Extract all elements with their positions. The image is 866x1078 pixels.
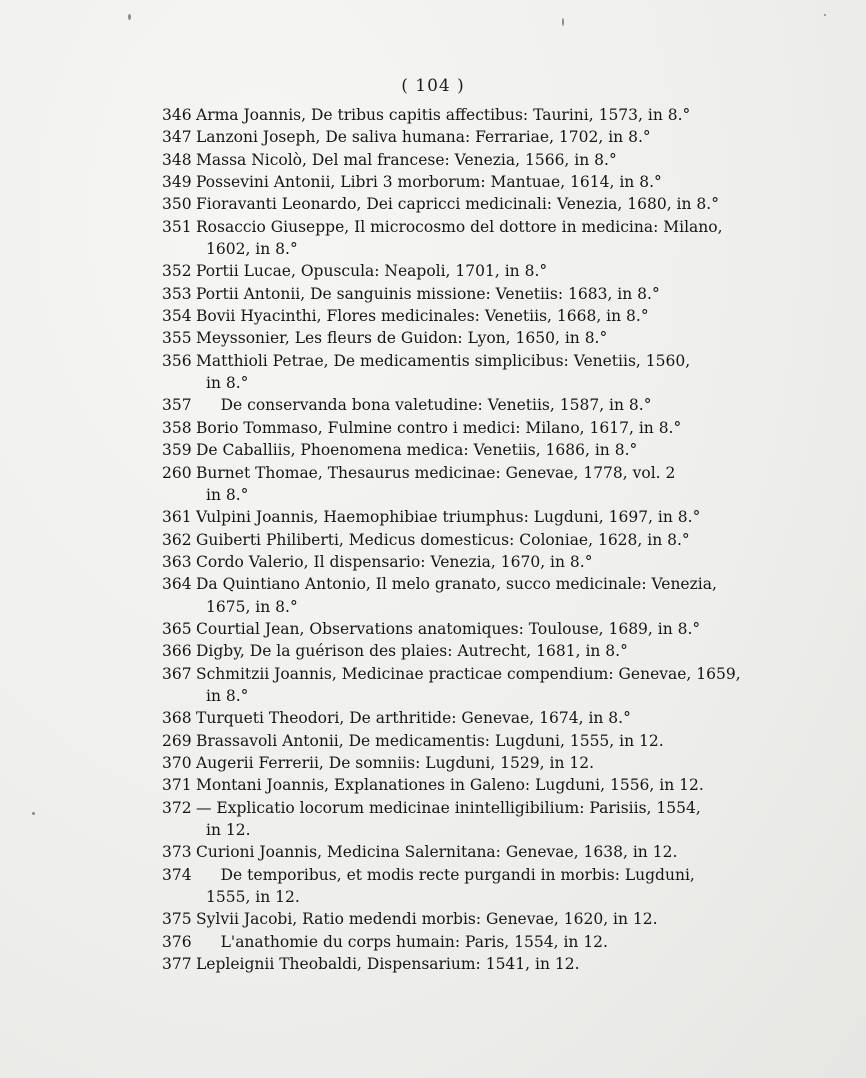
entry-number: 355	[162, 329, 192, 348]
catalog-entry	[162, 216, 802, 261]
catalog-entry	[162, 864, 802, 909]
entry-number: 361	[162, 508, 192, 527]
paper-speck	[32, 812, 35, 815]
catalog-entry	[162, 663, 802, 708]
entry-text: Guiberti Philiberti, Medicus domesticus: Coloniae, 1628, in 8.°	[196, 530, 690, 549]
entry-number: 352	[162, 262, 192, 281]
entry-continuation: in 12.	[206, 821, 251, 839]
entry-number: 362	[162, 530, 192, 549]
catalog-entry	[162, 618, 802, 640]
entry-number: 366	[162, 642, 192, 661]
catalog-entry	[162, 953, 802, 975]
entry-text: Augerii Ferrerii, De somniis: Lugduni, 1529, in 12.	[196, 753, 594, 772]
entry-number: 370	[162, 753, 192, 772]
entry-number: 260	[162, 463, 192, 482]
entry-text: Courtial Jean, Observations anatomiques: Toulouse, 1689, in 8.°	[196, 619, 701, 638]
entry-text: Vulpini Joannis, Haemophibiae triumphus: Lugduni, 1697, in 8.°	[196, 508, 701, 527]
catalog-entry	[162, 752, 802, 774]
catalog-entry	[162, 417, 802, 439]
entry-number: 357	[162, 396, 192, 415]
entry-number: 374	[162, 865, 192, 884]
entry-text: Portii Lucae, Opuscula: Neapoli, 1701, in 8.°	[196, 262, 548, 281]
entry-number: 358	[162, 418, 192, 437]
catalog-entry	[162, 551, 802, 573]
catalog-entry	[162, 841, 802, 863]
entry-text: Burnet Thomae, Thesaurus medicinae: Genevae, 1778, vol. 2	[196, 463, 676, 482]
entry-text: Portii Antonii, De sanguinis missione: Venetiis: 1683, in 8.°	[196, 284, 660, 303]
entry-text: Sylvii Jacobi, Ratio medendi morbis: Genevae, 1620, in 12.	[196, 910, 658, 929]
catalog-entry	[162, 797, 802, 842]
entry-number: 346	[162, 106, 192, 124]
entry-text: Bovii Hyacinthi, Flores medicinales: Venetiis, 1668, in 8.°	[196, 307, 649, 326]
catalog-entry	[162, 350, 802, 395]
catalog-entry	[162, 283, 802, 305]
entry-number: 347	[162, 128, 192, 147]
catalog-entry	[162, 730, 802, 752]
entry-text: L'anathomie du corps humain: Paris, 1554, in 12.	[196, 932, 608, 951]
entry-text: De conservanda bona valetudine: Venetiis, 1587, in 8.°	[196, 396, 652, 415]
entry-number: 349	[162, 173, 192, 192]
paper-speck	[128, 14, 131, 20]
catalog-entry	[162, 506, 802, 528]
entry-text: Lepleignii Theobaldi, Dispensarium: 1541, in 12.	[196, 955, 580, 974]
catalog-entry	[162, 193, 802, 215]
entry-text: Schmitzii Joannis, Medicinae practicae compendium: Genevae, 1659,	[196, 664, 741, 683]
entry-text: Matthioli Petrae, De medicamentis simplicibus: Venetiis, 1560,	[196, 351, 691, 370]
entry-text: Turqueti Theodori, De arthritide: Genevae, 1674, in 8.°	[196, 709, 631, 728]
entry-text: Brassavoli Antonii, De medicamentis: Lugduni, 1555, in 12.	[196, 731, 664, 750]
entry-number: 354	[162, 307, 192, 326]
entry-text: Arma Joannis, De tribus capitis affectibus: Taurini, 1573, in 8.°	[196, 106, 691, 124]
entry-text: Digby, De la guérison des plaies: Autrecht, 1681, in 8.°	[196, 642, 628, 661]
catalog-entry	[162, 462, 802, 507]
entry-text: Cordo Valerio, Il dispensario: Venezia, 1670, in 8.°	[196, 552, 593, 571]
entry-number: 372	[162, 798, 192, 817]
catalog-entry	[162, 439, 802, 461]
entry-number: 377	[162, 955, 192, 974]
catalog-entry	[162, 931, 802, 953]
entry-continuation: 1555, in 12.	[206, 888, 300, 907]
entry-number: 376	[162, 932, 192, 951]
catalog-entry	[162, 707, 802, 729]
entry-text: — Explicatio locorum medicinae inintelligibilium: Parisiis, 1554,	[196, 798, 701, 817]
catalog-entry	[162, 640, 802, 662]
entry-number: 368	[162, 709, 192, 728]
catalog-entries	[162, 104, 802, 975]
catalog-entry	[162, 529, 802, 551]
entry-number: 373	[162, 843, 192, 862]
entry-number: 371	[162, 776, 192, 795]
entry-text: Montani Joannis, Explanationes in Galeno: Lugduni, 1556, in 12.	[196, 776, 704, 795]
entry-text: Possevini Antonii, Libri 3 morborum: Mantuae, 1614, in 8.°	[196, 173, 662, 192]
catalog-entry	[162, 573, 802, 618]
entry-text: Lanzoni Joseph, De saliva humana: Ferrariae, 1702, in 8.°	[196, 128, 651, 147]
entry-number: 351	[162, 217, 192, 236]
catalog-entry	[162, 394, 802, 416]
entry-number: 367	[162, 664, 192, 683]
page-number: ( 104 )	[401, 76, 465, 96]
entry-number: 353	[162, 284, 192, 303]
entry-number: 269	[162, 731, 192, 750]
entry-continuation: in 8.°	[206, 374, 249, 393]
entry-text: De temporibus, et modis recte purgandi in morbis: Lugduni,	[196, 865, 695, 884]
catalog-entry	[162, 171, 802, 193]
catalog-entry	[162, 126, 802, 148]
catalog-entry	[162, 327, 802, 349]
entry-continuation: 1602, in 8.°	[206, 240, 298, 259]
catalog-entry	[162, 260, 802, 282]
entry-continuation: in 8.°	[206, 485, 249, 504]
entry-text: Curioni Joannis, Medicina Salernitana: Genevae, 1638, in 12.	[196, 843, 678, 862]
entry-number: 365	[162, 619, 192, 638]
catalog-entry	[162, 149, 802, 171]
entry-text: Rosaccio Giuseppe, Il microcosmo del dottore in medicina: Milano,	[196, 217, 723, 236]
entry-number: 359	[162, 441, 192, 460]
entry-text: Massa Nicolò, Del mal francese: Venezia, 1566, in 8.°	[196, 150, 617, 169]
entry-number: 350	[162, 195, 192, 214]
catalog-entry	[162, 774, 802, 796]
catalog-entry	[162, 305, 802, 327]
entry-number: 356	[162, 351, 192, 370]
catalog-entry	[162, 908, 802, 930]
paper-speck	[824, 14, 826, 16]
entry-number: 364	[162, 575, 192, 594]
paper-speck	[562, 18, 564, 26]
entry-continuation: 1675, in 8.°	[206, 597, 298, 616]
entry-continuation: in 8.°	[206, 686, 249, 705]
entry-number: 348	[162, 150, 192, 169]
catalog-entry	[162, 104, 802, 126]
entry-text: De Caballiis, Phoenomena medica: Venetiis, 1686, in 8.°	[196, 441, 638, 460]
entry-number: 375	[162, 910, 192, 929]
entry-text: Fioravanti Leonardo, Dei capricci medicinali: Venezia, 1680, in 8.°	[196, 195, 719, 214]
entry-text: Da Quintiano Antonio, Il melo granato, succo medicinale: Venezia,	[196, 575, 717, 594]
entry-text: Meyssonier, Les fleurs de Guidon: Lyon, 1650, in 8.°	[196, 329, 608, 348]
entry-text: Borio Tommaso, Fulmine contro i medici: Milano, 1617, in 8.°	[196, 418, 682, 437]
entry-number: 363	[162, 552, 192, 571]
